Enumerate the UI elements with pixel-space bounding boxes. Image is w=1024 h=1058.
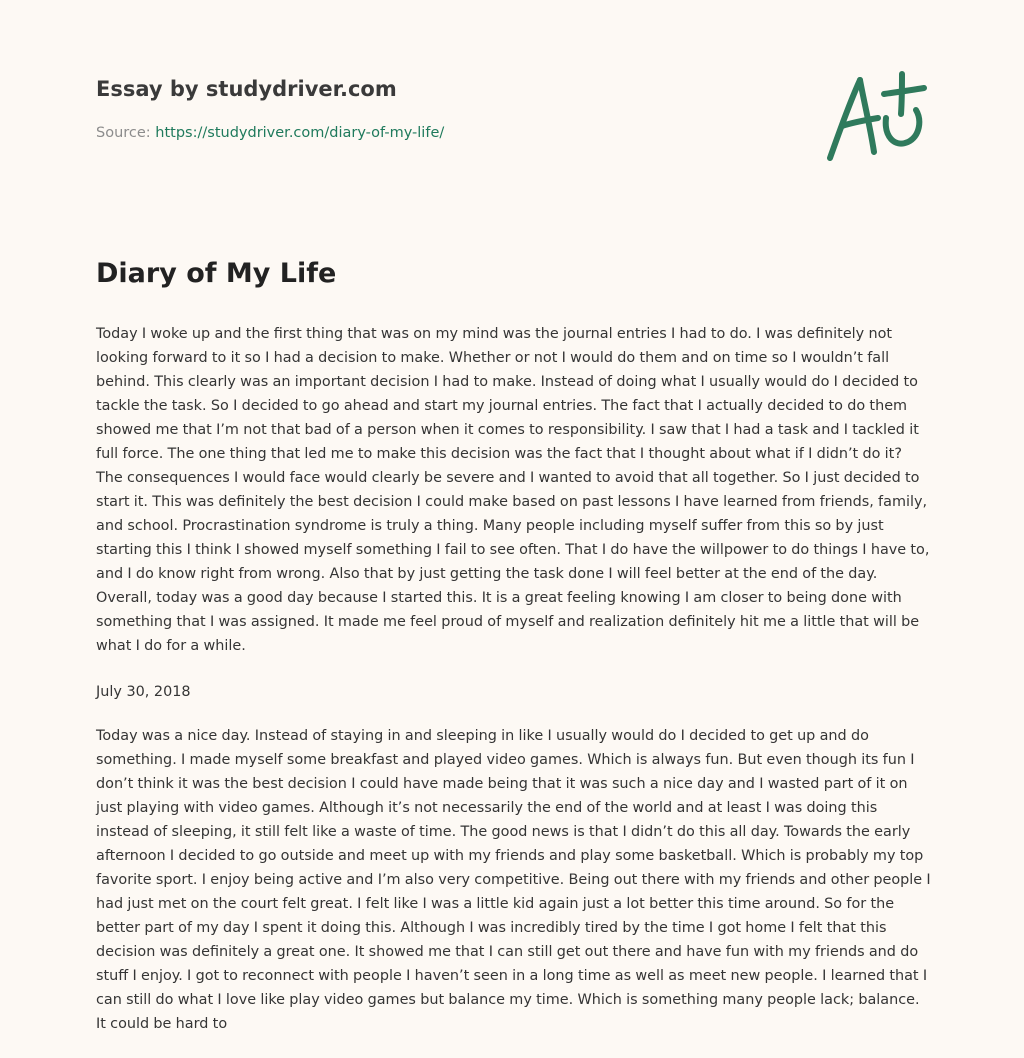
a-plus-logo (820, 66, 930, 166)
source-line (96, 123, 796, 143)
source-link[interactable]: https://studydriver.com/diary-of-my-life/ (155, 125, 445, 141)
site-title: Essay by studydriver.com (96, 77, 397, 101)
essay-paragraph: Today was a nice day. Instead of staying in and sleeping in like I usually would do I decided to get up and do something. I made myself some breakfast and played video games. Which is always fun. But even though its fun I don’t think it was the best decision I could have made being that it was such a nice day and I wasted part of it on just playing with video games. Although it’s not necessarily the end of the world and at least I was doing this instead of sleeping, it still felt like a waste of time. The good news is that I didn’t do this all day. Towards the early afternoon I decided to go outside and meet up with my friends and play some basketball. Which is probably my top favorite sport. I enjoy being active and I’m also very competitive. Being out there with my friends and other people I had just met on the court felt great. I felt like I was a little kid again just a lot better this time around. So for the better part of my day I spent it doing this. Although I was incredibly tired by the time I got home I felt that this decision was definitely a great one. It showed me that I can still get out there and have fun with my friends and do stuff I enjoy. I got to reconnect with people I haven’t seen in a long time as well as meet new people. I learned that I can still do what I love like play video games but balance my time. Which is something many people lack; balance. It could be hard to (96, 728, 931, 1032)
essay-header (96, 74, 796, 143)
essay-paragraph: Today I woke up and the first thing that was on my mind was the journal entries I had to do. I was definitely not looking forward to it so I had a decision to make. Whether or not I would do them and on time so I wouldn’t fall behind. This clearly was an important decision I had to make. Instead of doing what I usually would do I decided to tackle the task. So I decided to go ahead and start my journal entries. The fact that I actually decided to do them showed me that I’m not that bad of a person when it comes to responsibility. I saw that I had a task and I tackled it full force. The one thing that led me to make this decision was the fact that I thought about what if I didn’t do it? The consequences I would face would clearly be severe and I wanted to avoid that all together. So I just decided to start it. This was definitely the best decision I could make based on past lessons I have learned from friends, family, and school. Procrastination syndrome is truly a thing. Many people including myself suffer from this so by just starting this I think I showed myself something I fail to see often. That I do have the willpower to do things I have to, and I do know right from wrong. Also that by just getting the task done I will feel better at the end of the day. Overall, today was a good day because I started this. It is a great feeling knowing I am closer to being done with something that I was assigned. It made me feel proud of myself and realization definitely hit me a little that will be what I do for a while. (96, 326, 930, 654)
source-label: Source: (96, 125, 156, 141)
essay-title: Diary of My Life (96, 258, 337, 289)
entry-date: July 30, 2018 (96, 684, 191, 700)
essay-content (96, 252, 932, 1058)
a-plus-logo-icon (820, 66, 930, 166)
